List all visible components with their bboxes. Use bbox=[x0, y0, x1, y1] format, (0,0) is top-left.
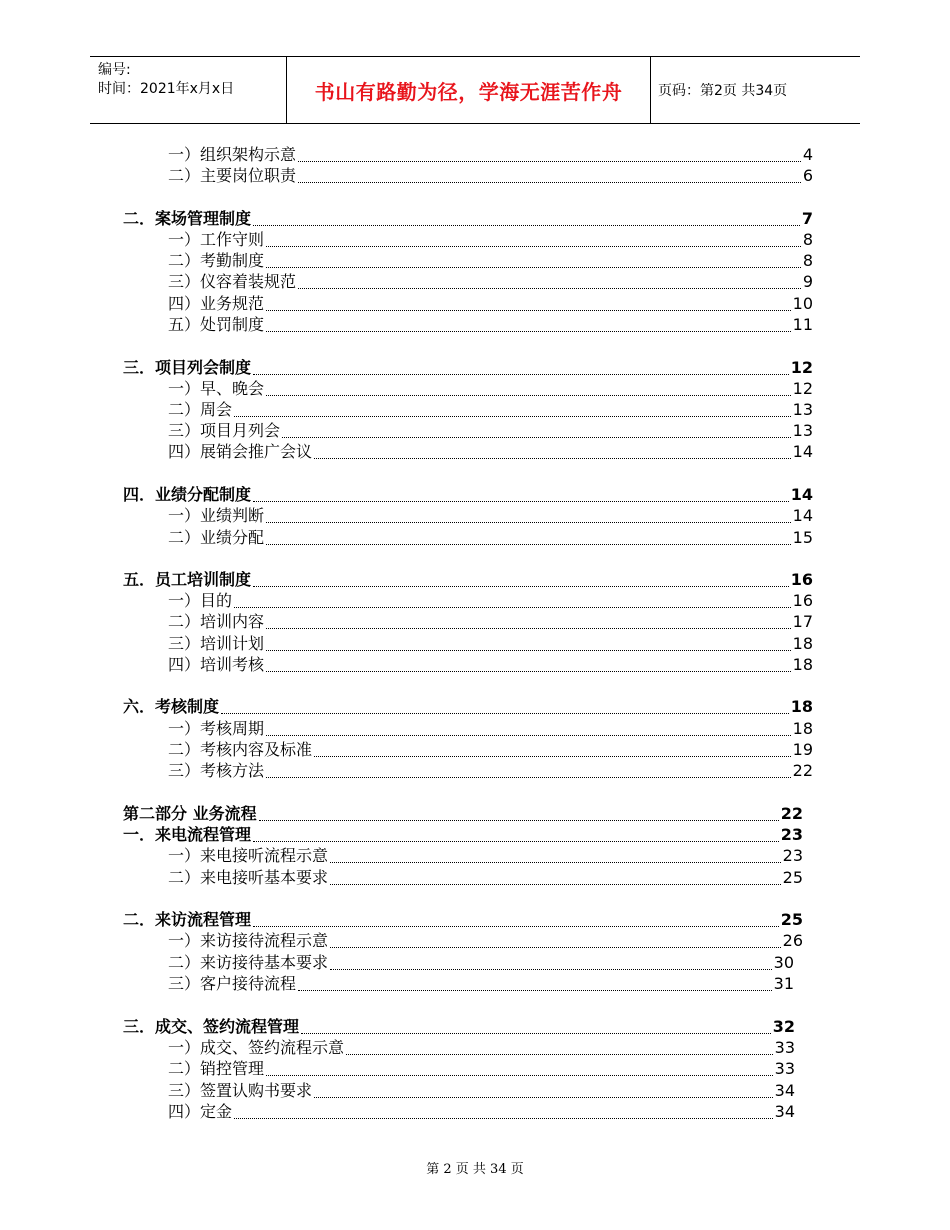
toc-section-title: 四．业绩分配制度 bbox=[123, 485, 252, 504]
toc-section-title: 二．来访流程管理 bbox=[123, 910, 252, 929]
toc-entry-page: 34 bbox=[774, 1081, 795, 1100]
toc-entry-title: 二）周会 bbox=[168, 400, 233, 419]
toc-entry[interactable] bbox=[168, 953, 794, 973]
toc-leader-dots bbox=[298, 160, 801, 162]
toc-entry-title: 四）展销会推广会议 bbox=[168, 442, 313, 461]
toc-entry-page: 33 bbox=[774, 1059, 795, 1078]
toc-entry-title: 二）主要岗位职责 bbox=[168, 166, 297, 185]
toc-leader-dots bbox=[298, 181, 801, 183]
toc-entry-title: 三）客户接待流程 bbox=[168, 974, 297, 993]
toc-section-page: 23 bbox=[780, 825, 803, 844]
page-header bbox=[90, 56, 860, 124]
toc-section-page: 14 bbox=[790, 485, 813, 504]
toc-entry-page: 30 bbox=[773, 953, 794, 972]
toc-leader-dots bbox=[234, 606, 791, 608]
toc-entry-page: 11 bbox=[792, 315, 813, 334]
toc-leader-dots bbox=[330, 861, 781, 863]
page-footer: 第 2 页 共 34 页 bbox=[426, 1162, 524, 1177]
toc-leader-dots bbox=[314, 755, 791, 757]
toc-section-title: 五．员工培训制度 bbox=[123, 570, 252, 589]
toc-section[interactable] bbox=[123, 358, 813, 378]
toc-entry[interactable] bbox=[168, 761, 813, 781]
toc-leader-dots bbox=[253, 925, 779, 927]
toc-entry[interactable] bbox=[168, 634, 813, 654]
header-page-label: 页码：第2页 共34页 bbox=[658, 83, 788, 99]
document-time-label: 时间：2021年x月x日 bbox=[98, 81, 235, 97]
toc-entry[interactable] bbox=[168, 1102, 795, 1122]
toc-section[interactable] bbox=[123, 697, 813, 717]
toc-entry[interactable] bbox=[168, 528, 813, 548]
toc-section-page: 25 bbox=[780, 910, 803, 929]
toc-entry[interactable] bbox=[168, 230, 813, 250]
toc-entry-page: 18 bbox=[792, 634, 813, 653]
toc-leader-dots bbox=[330, 883, 781, 885]
toc-leader-dots bbox=[266, 266, 801, 268]
toc-entry-page: 17 bbox=[792, 612, 813, 631]
toc-entry[interactable] bbox=[168, 719, 813, 739]
document-number-label: 编号: bbox=[98, 62, 131, 78]
toc-entry-title: 三）项目月列会 bbox=[168, 421, 281, 440]
toc-entry-title: 二）考核内容及标准 bbox=[168, 740, 313, 759]
toc-entry[interactable] bbox=[168, 400, 813, 420]
toc-section-page: 12 bbox=[790, 358, 813, 377]
toc-entry[interactable] bbox=[168, 1059, 795, 1079]
toc-entry[interactable] bbox=[168, 294, 813, 314]
toc-section-title: 二．案场管理制度 bbox=[123, 209, 252, 228]
toc-entry-page: 18 bbox=[792, 655, 813, 674]
toc-section-page: 32 bbox=[772, 1017, 795, 1036]
toc-entry-title: 四）定金 bbox=[168, 1102, 233, 1121]
toc-leader-dots bbox=[314, 1096, 773, 1098]
toc-entry-title: 五）处罚制度 bbox=[168, 315, 265, 334]
toc-leader-dots bbox=[253, 840, 779, 842]
toc-entry[interactable] bbox=[168, 612, 813, 632]
toc-entry[interactable] bbox=[168, 145, 813, 165]
toc-entry-page: 18 bbox=[792, 719, 813, 738]
toc-leader-dots bbox=[282, 436, 791, 438]
toc-entry-title: 二）销控管理 bbox=[168, 1059, 265, 1078]
toc-entry[interactable] bbox=[168, 506, 813, 526]
toc-leader-dots bbox=[266, 627, 791, 629]
toc-entry-title: 三）考核方法 bbox=[168, 761, 265, 780]
toc-entry-title: 四）业务规范 bbox=[168, 294, 265, 313]
toc-leader-dots bbox=[266, 1074, 773, 1076]
toc-entry-title: 三）培训计划 bbox=[168, 634, 265, 653]
toc-leader-dots bbox=[298, 989, 772, 991]
toc-leader-dots bbox=[266, 734, 791, 736]
toc-entry-page: 14 bbox=[792, 506, 813, 525]
toc-entry-page: 8 bbox=[802, 230, 813, 249]
toc-leader-dots bbox=[253, 373, 789, 375]
toc-leader-dots bbox=[330, 946, 781, 948]
toc-entry[interactable] bbox=[168, 655, 813, 675]
toc-leader-dots bbox=[266, 670, 791, 672]
header-meta bbox=[98, 61, 234, 99]
toc-entry-title: 一）业绩判断 bbox=[168, 506, 265, 525]
toc-entry[interactable] bbox=[168, 421, 813, 441]
toc-entry[interactable] bbox=[168, 974, 794, 994]
toc-entry-title: 一）考核周期 bbox=[168, 719, 265, 738]
toc-leader-dots bbox=[253, 500, 789, 502]
toc-entry-title: 二）考勤制度 bbox=[168, 251, 265, 270]
toc-entry-page: 10 bbox=[792, 294, 813, 313]
toc-entry[interactable] bbox=[168, 442, 813, 462]
toc-entry-page: 22 bbox=[792, 761, 813, 780]
toc-leader-dots bbox=[266, 649, 791, 651]
toc-entry-page: 15 bbox=[792, 528, 813, 547]
toc-leader-dots bbox=[266, 776, 791, 778]
toc-entry-title: 一）来电接听流程示意 bbox=[168, 846, 329, 865]
toc-leader-dots bbox=[346, 1053, 773, 1055]
toc-leader-dots bbox=[266, 394, 791, 396]
toc-entry-page: 8 bbox=[802, 251, 813, 270]
toc-entry-page: 12 bbox=[792, 379, 813, 398]
toc-section-page: 18 bbox=[790, 697, 813, 716]
toc-entry-title: 三）仪容着装规范 bbox=[168, 272, 297, 291]
toc-entry-title: 二）来访接待基本要求 bbox=[168, 953, 329, 972]
toc-entry[interactable] bbox=[168, 251, 813, 271]
toc-leader-dots bbox=[234, 1117, 773, 1119]
toc-entry-page: 26 bbox=[782, 931, 803, 950]
toc-entry-title: 二）来电接听基本要求 bbox=[168, 868, 329, 887]
toc-entry[interactable] bbox=[168, 379, 813, 399]
toc-entry-title: 一）目的 bbox=[168, 591, 233, 610]
toc-entry-title: 一）来访接待流程示意 bbox=[168, 931, 329, 950]
toc-entry[interactable] bbox=[168, 272, 813, 292]
toc-part-page: 22 bbox=[780, 804, 803, 823]
toc-entry-page: 23 bbox=[782, 846, 803, 865]
toc-entry-title: 一）成交、签约流程示意 bbox=[168, 1038, 345, 1057]
toc-entry-title: 一）工作守则 bbox=[168, 230, 265, 249]
toc-leader-dots bbox=[266, 330, 791, 332]
toc-section[interactable] bbox=[123, 910, 803, 930]
toc-entry[interactable] bbox=[168, 1038, 795, 1058]
toc-leader-dots bbox=[234, 415, 791, 417]
toc-entry-title: 一）早、晚会 bbox=[168, 379, 265, 398]
toc-section-page: 7 bbox=[801, 209, 813, 228]
toc-section[interactable] bbox=[123, 570, 813, 590]
toc-entry-page: 4 bbox=[802, 145, 813, 164]
toc-entry[interactable] bbox=[168, 166, 813, 186]
toc-entry-page: 9 bbox=[802, 272, 813, 291]
header-motto: 书山有路勤为径，学海无涯苦作舟 bbox=[286, 57, 651, 123]
toc-entry-page: 13 bbox=[792, 421, 813, 440]
toc-leader-dots bbox=[266, 521, 791, 523]
toc-entry-page: 14 bbox=[792, 442, 813, 461]
toc-entry-page: 34 bbox=[774, 1102, 795, 1121]
toc-section[interactable] bbox=[123, 825, 803, 845]
toc-entry-page: 33 bbox=[774, 1038, 795, 1057]
toc-section-title: 六．考核制度 bbox=[123, 697, 220, 716]
toc-leader-dots bbox=[253, 585, 789, 587]
toc-leader-dots bbox=[266, 245, 801, 247]
toc-section-title: 三．成交、签约流程管理 bbox=[123, 1017, 300, 1036]
toc-entry[interactable] bbox=[168, 846, 803, 866]
toc-entry[interactable] bbox=[168, 315, 813, 335]
toc-entry[interactable] bbox=[168, 591, 813, 611]
toc-section[interactable] bbox=[123, 485, 813, 505]
toc-entry-page: 16 bbox=[792, 591, 813, 610]
toc-entry-page: 19 bbox=[792, 740, 813, 759]
toc-entry-title: 三）签置认购书要求 bbox=[168, 1081, 313, 1100]
toc-leader-dots bbox=[259, 819, 779, 821]
toc-leader-dots bbox=[266, 309, 791, 311]
toc-leader-dots bbox=[298, 287, 801, 289]
toc-section[interactable] bbox=[123, 209, 813, 229]
toc-entry-title: 四）培训考核 bbox=[168, 655, 265, 674]
toc-entry[interactable] bbox=[168, 740, 813, 760]
toc-entry-page: 13 bbox=[792, 400, 813, 419]
toc-section-page: 16 bbox=[790, 570, 813, 589]
toc-entry[interactable] bbox=[168, 868, 803, 888]
toc-leader-dots bbox=[330, 968, 772, 970]
toc-entry-title: 二）培训内容 bbox=[168, 612, 265, 631]
toc-entry-page: 6 bbox=[802, 166, 813, 185]
toc-entry[interactable] bbox=[168, 931, 803, 951]
toc-leader-dots bbox=[301, 1032, 771, 1034]
toc-leader-dots bbox=[253, 224, 800, 226]
toc-entry-page: 31 bbox=[773, 974, 794, 993]
toc-section[interactable] bbox=[123, 1017, 795, 1037]
toc-part[interactable] bbox=[123, 804, 803, 824]
toc-entry[interactable] bbox=[168, 1081, 795, 1101]
toc-entry-title: 一）组织架构示意 bbox=[168, 145, 297, 164]
toc-entry-page: 25 bbox=[782, 868, 803, 887]
toc-entry-title: 二）业绩分配 bbox=[168, 528, 265, 547]
toc-leader-dots bbox=[266, 543, 791, 545]
toc-leader-dots bbox=[221, 712, 789, 714]
toc-leader-dots bbox=[314, 457, 791, 459]
toc-section-title: 一．来电流程管理 bbox=[123, 825, 252, 844]
toc-part-title: 第二部分 业务流程 bbox=[123, 804, 257, 823]
toc-section-title: 三．项目列会制度 bbox=[123, 358, 252, 377]
